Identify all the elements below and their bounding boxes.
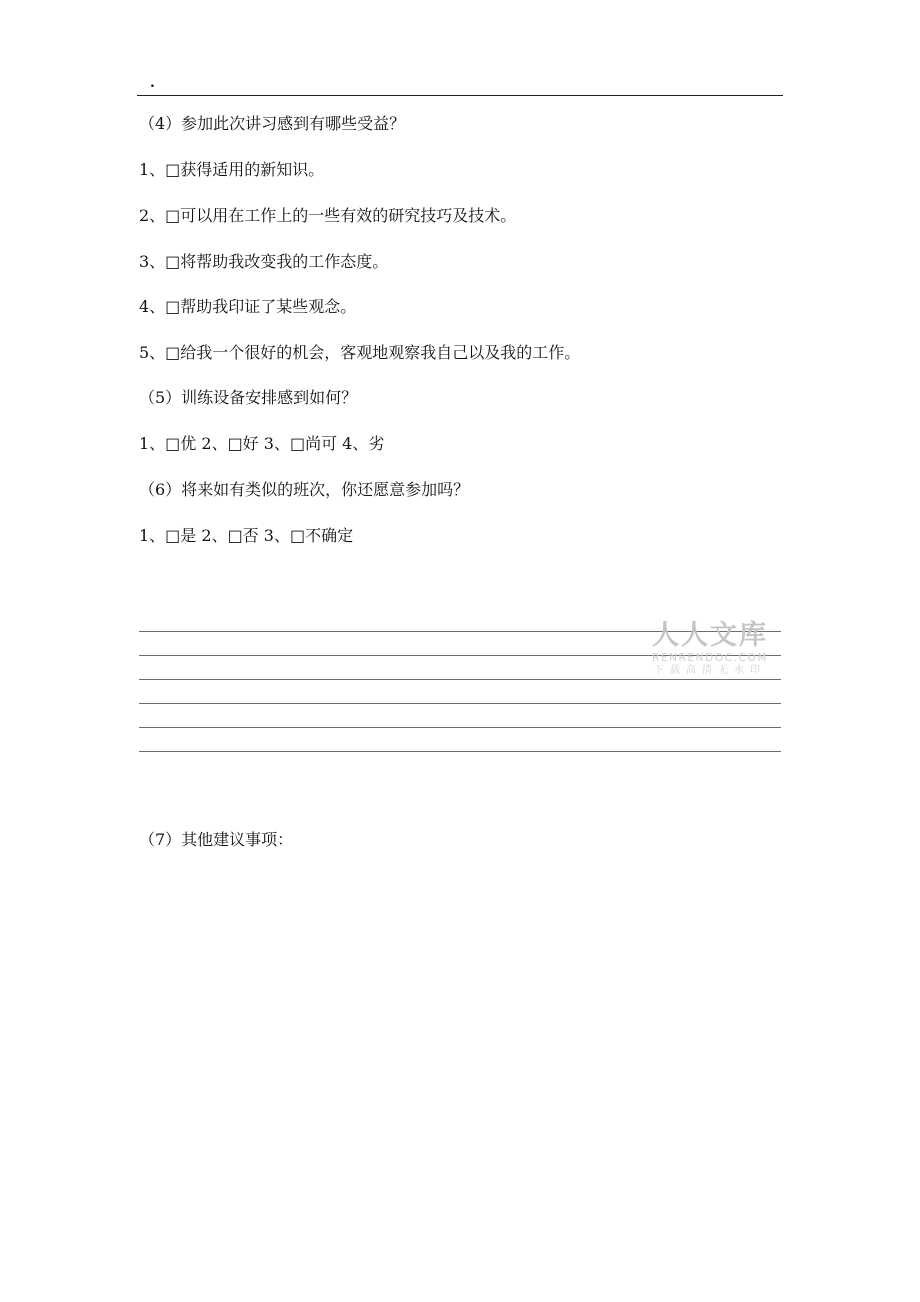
watermark-subtitle: 下载高清无水印	[654, 665, 766, 676]
answer-line	[139, 703, 781, 704]
q4-option-2: 2、□可以用在工作上的一些有效的研究技巧及技术。	[139, 206, 517, 225]
q4-option-1: 1、□获得适用的新知识。	[139, 160, 325, 179]
q5-options: 1、□优 2、□好 3、□尚可 4、劣	[139, 434, 385, 453]
watermark	[646, 620, 774, 678]
question-6: （6）将来如有类似的班次，你还愿意参加吗？	[139, 480, 470, 499]
question-4: （4）参加此次讲习感到有哪些受益？	[139, 114, 406, 133]
question-7: （7）其他建议事项：	[139, 830, 294, 849]
header-mark: .	[150, 75, 155, 91]
header-rule	[137, 95, 783, 96]
q4-option-4: 4、□帮助我印证了某些观念。	[139, 297, 357, 316]
q6-options: 1、□是 2、□否 3、□不确定	[139, 526, 354, 545]
answer-line	[139, 751, 781, 752]
watermark-url: RENRENDOC.COM	[651, 652, 769, 664]
q4-option-3: 3、□将帮助我改变我的工作态度。	[139, 252, 389, 271]
question-5: （5）训练设备安排感到如何？	[139, 388, 358, 407]
answer-line	[139, 727, 781, 728]
answer-line	[139, 679, 781, 680]
q4-option-5: 5、□给我一个很好的机会，客观地观察我自己以及我的工作。	[139, 343, 581, 362]
watermark-title: 人人文库	[652, 620, 768, 651]
